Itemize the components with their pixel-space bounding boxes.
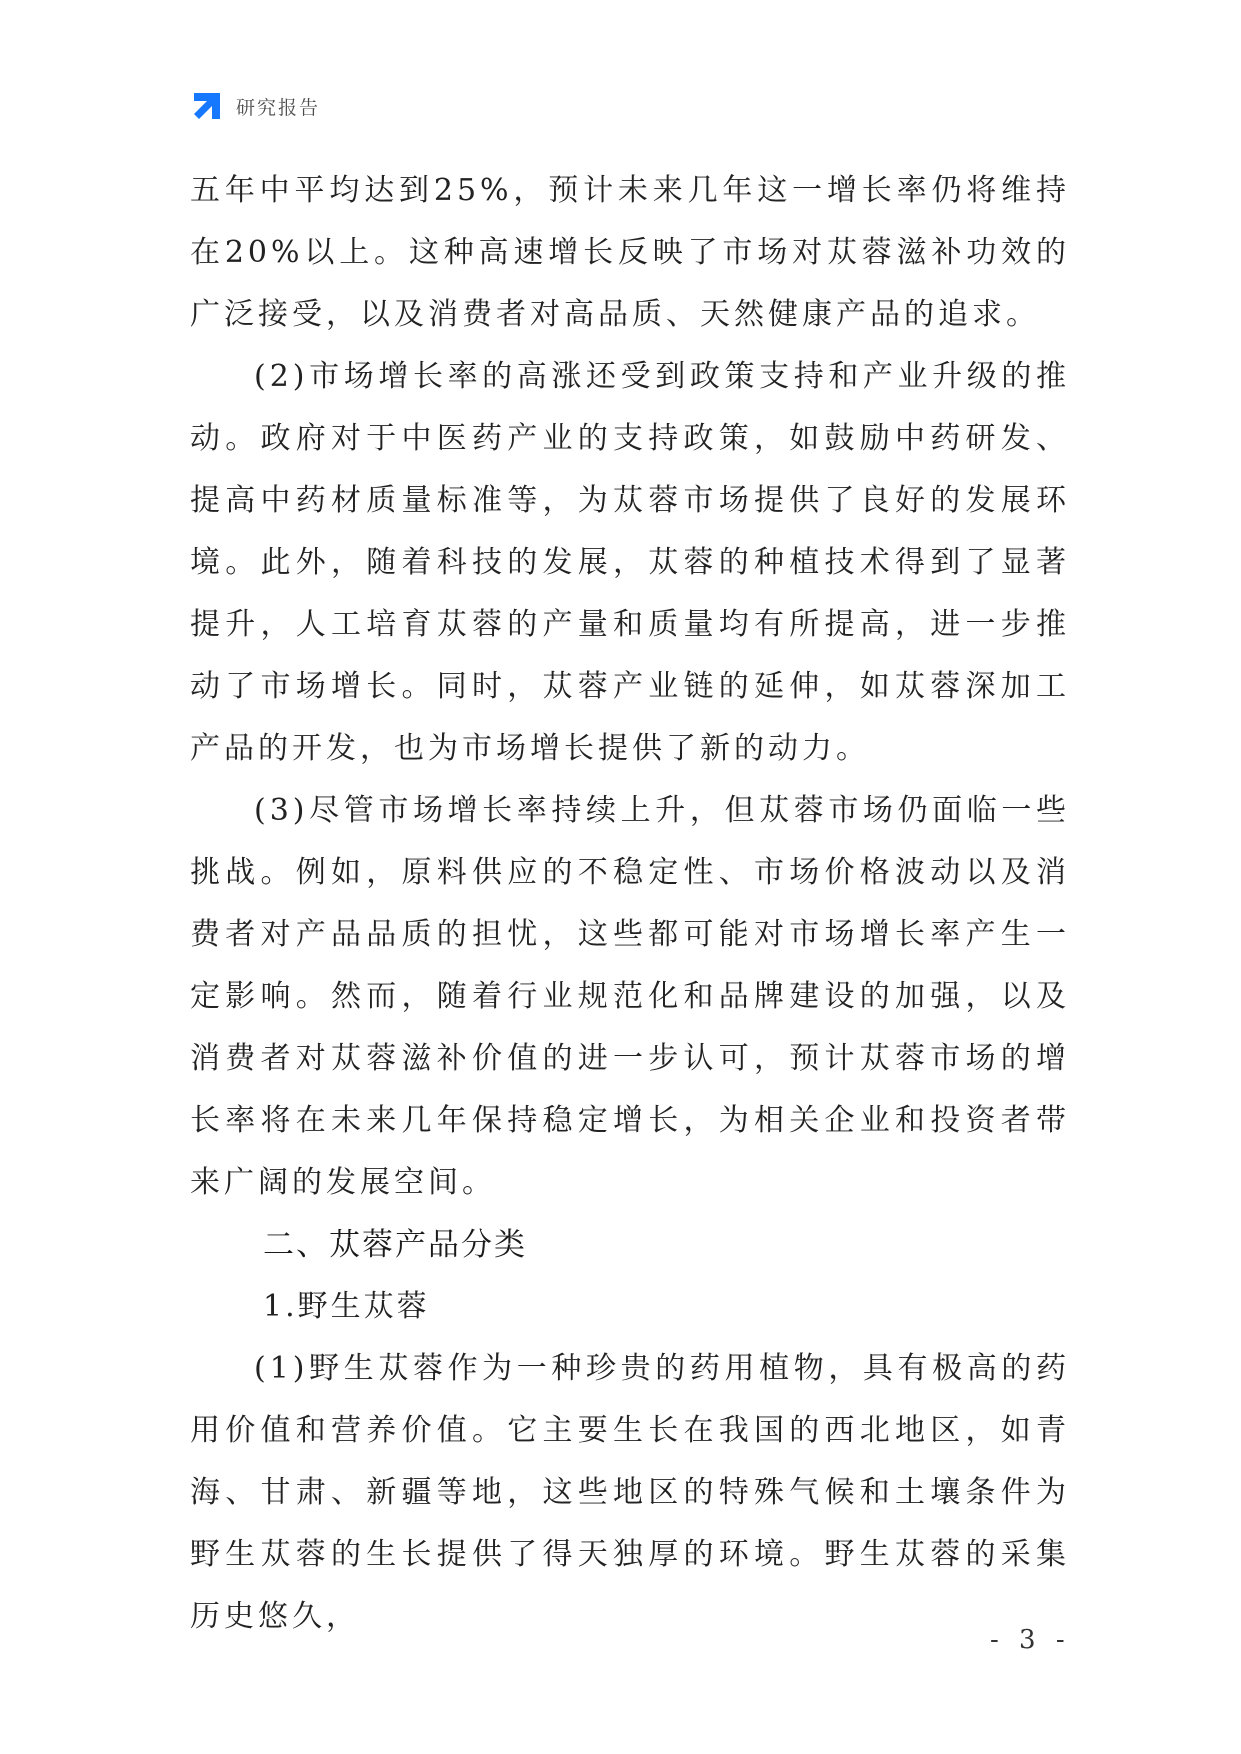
header-title: 研究报告 (236, 96, 321, 119)
subsection-heading: 1.野生苁蓉 (263, 1289, 430, 1324)
paragraph-3: (3)尽管市场增长率持续上升，但苁蓉市场仍面临一些挑战。例如，原料供应的不稳定性、市场价格波动以及消费者对产品品质的担忧，这些都可能对市场增长率产生一定影响。然而，随着行业规范化和品牌建设的加强，以及消费者对苁蓉滋补价值的进一步认可，预计苁蓉市场的增长率将在未来几年保持稳定增长，为相关企业和投资者带来广阔的发展空间。 (190, 793, 1070, 1200)
page-number: - 3 - (990, 1625, 1071, 1655)
document-body (190, 160, 1070, 1648)
paragraph-2: (2)市场增长率的高涨还受到政策支持和产业升级的推动。政府对于中医药产业的支持政策，如鼓励中药研发、提高中药材质量标准等，为苁蓉市场提供了良好的发展环境。此外，随着科技的发展，苁蓉的种植技术得到了显著提升，人工培育苁蓉的产量和质量均有所提高，进一步推动了市场增长。同时，苁蓉产业链的延伸，如苁蓉深加工产品的开发，也为市场增长提供了新的动力。 (190, 359, 1070, 766)
paragraph-continued: 五年中平均达到25%，预计未来几年这一增长率仍将维持在20%以上。这种高速增长反映了市场对苁蓉滋补功效的广泛接受，以及消费者对高品质、天然健康产品的追求。 (190, 173, 1070, 332)
report-header (190, 88, 320, 124)
arrow-up-right-icon (190, 89, 224, 123)
section-heading: 二、苁蓉产品分类 (263, 1227, 527, 1263)
paragraph-wild-cistanche: (1)野生苁蓉作为一种珍贵的药用植物，具有极高的药用价值和营养价值。它主要生长在我国的西北地区，如青海、甘肃、新疆等地，这些地区的特殊气候和土壤条件为野生苁蓉的生长提供了得天独厚的环境。野生苁蓉的采集历史悠久， (190, 1351, 1070, 1634)
